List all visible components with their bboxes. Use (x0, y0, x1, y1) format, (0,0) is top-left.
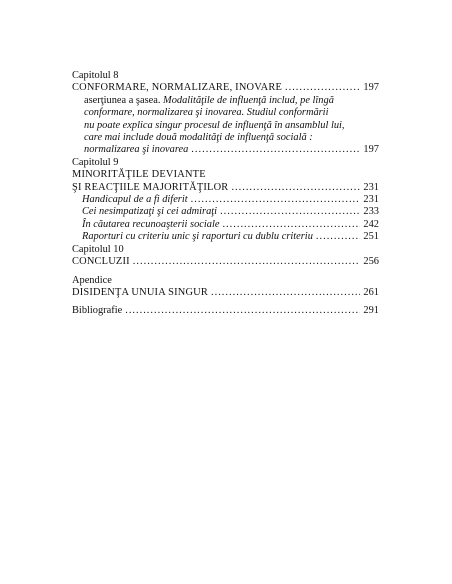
chapter-8-title: CONFORMARE, NORMALIZARE, INOVARE (72, 82, 282, 94)
leader-dots (222, 219, 360, 231)
chapter-10-title: CONCLUZII (72, 256, 130, 268)
chapter-9-title-line2: ŞI REACŢIILE MAJORITĂŢILOR (72, 181, 229, 193)
chapter-10-label: Capitolul 10 (72, 243, 124, 255)
chapter-8-page: 197 (363, 82, 379, 94)
desc-italic: Modalităţile de influenţă includ, pe lîngă (163, 94, 334, 106)
subsection-page: 233 (363, 206, 379, 218)
table-of-contents (72, 70, 379, 318)
subsection-page: 251 (363, 231, 379, 243)
desc-last-line (84, 144, 379, 156)
appendix-label: Apendice (72, 274, 112, 286)
leader-dots (125, 305, 360, 317)
desc-last-text: normalizarea şi inovarea (84, 144, 189, 156)
desc-line-4: care mai include două modalităţi de influenţă socială : (84, 132, 313, 144)
desc-line-1 (84, 95, 379, 107)
leader-dots (191, 194, 361, 206)
leader-dots (285, 82, 360, 94)
subsection-title: În căutarea recunoaşterii sociale (82, 218, 220, 230)
subsection-title: Handicapul de a fi diferit (82, 194, 188, 206)
leader-dots (316, 231, 361, 243)
chapter-9-entry (72, 182, 379, 194)
subsection-entry (72, 231, 379, 243)
bibliography-entry (72, 305, 379, 317)
chapter-8-label: Capitolul 8 (72, 70, 119, 81)
bibliography-title: Bibliografie (72, 305, 123, 317)
appendix-title: DISIDENŢA UNUIA SINGUR (72, 286, 209, 298)
desc-line-2: conformare, normalizarea şi inovarea. Studiul conformării (84, 107, 329, 119)
subsection-title: Raporturi cu criteriu unic şi raporturi cu dublu criteriu (82, 231, 313, 243)
chapter-8-description (72, 95, 379, 157)
chapter-9-title-line1: MINORITĂŢILE DEVIANTE (72, 169, 206, 181)
subsection-entry (72, 194, 379, 206)
chapter-10-page: 256 (363, 256, 379, 268)
chapter-10-entry (72, 256, 379, 268)
leader-dots (211, 287, 360, 299)
desc-page: 197 (363, 144, 379, 156)
chapter-9-page: 231 (363, 181, 379, 193)
subsection-entry (72, 206, 379, 218)
appendix-page: 261 (363, 286, 379, 298)
subsection-title: Cei nesimpatizaţi şi cei admiraţi (82, 206, 218, 218)
subsection-entry (72, 219, 379, 231)
appendix-entry (72, 287, 379, 299)
leader-dots (191, 144, 360, 156)
subsection-page: 242 (363, 218, 379, 230)
leader-dots (231, 182, 360, 194)
chapter-8-entry (72, 82, 379, 94)
bibliography-page: 291 (363, 305, 379, 317)
chapter-9-label: Capitolul 9 (72, 156, 119, 168)
subsection-page: 231 (363, 194, 379, 206)
leader-dots (133, 256, 361, 268)
desc-plain: aserţiunea a şasea. (84, 94, 164, 106)
leader-dots (220, 206, 360, 218)
desc-line-3: nu poate explica singur procesul de influenţă în ansamblul lui, (84, 119, 345, 131)
